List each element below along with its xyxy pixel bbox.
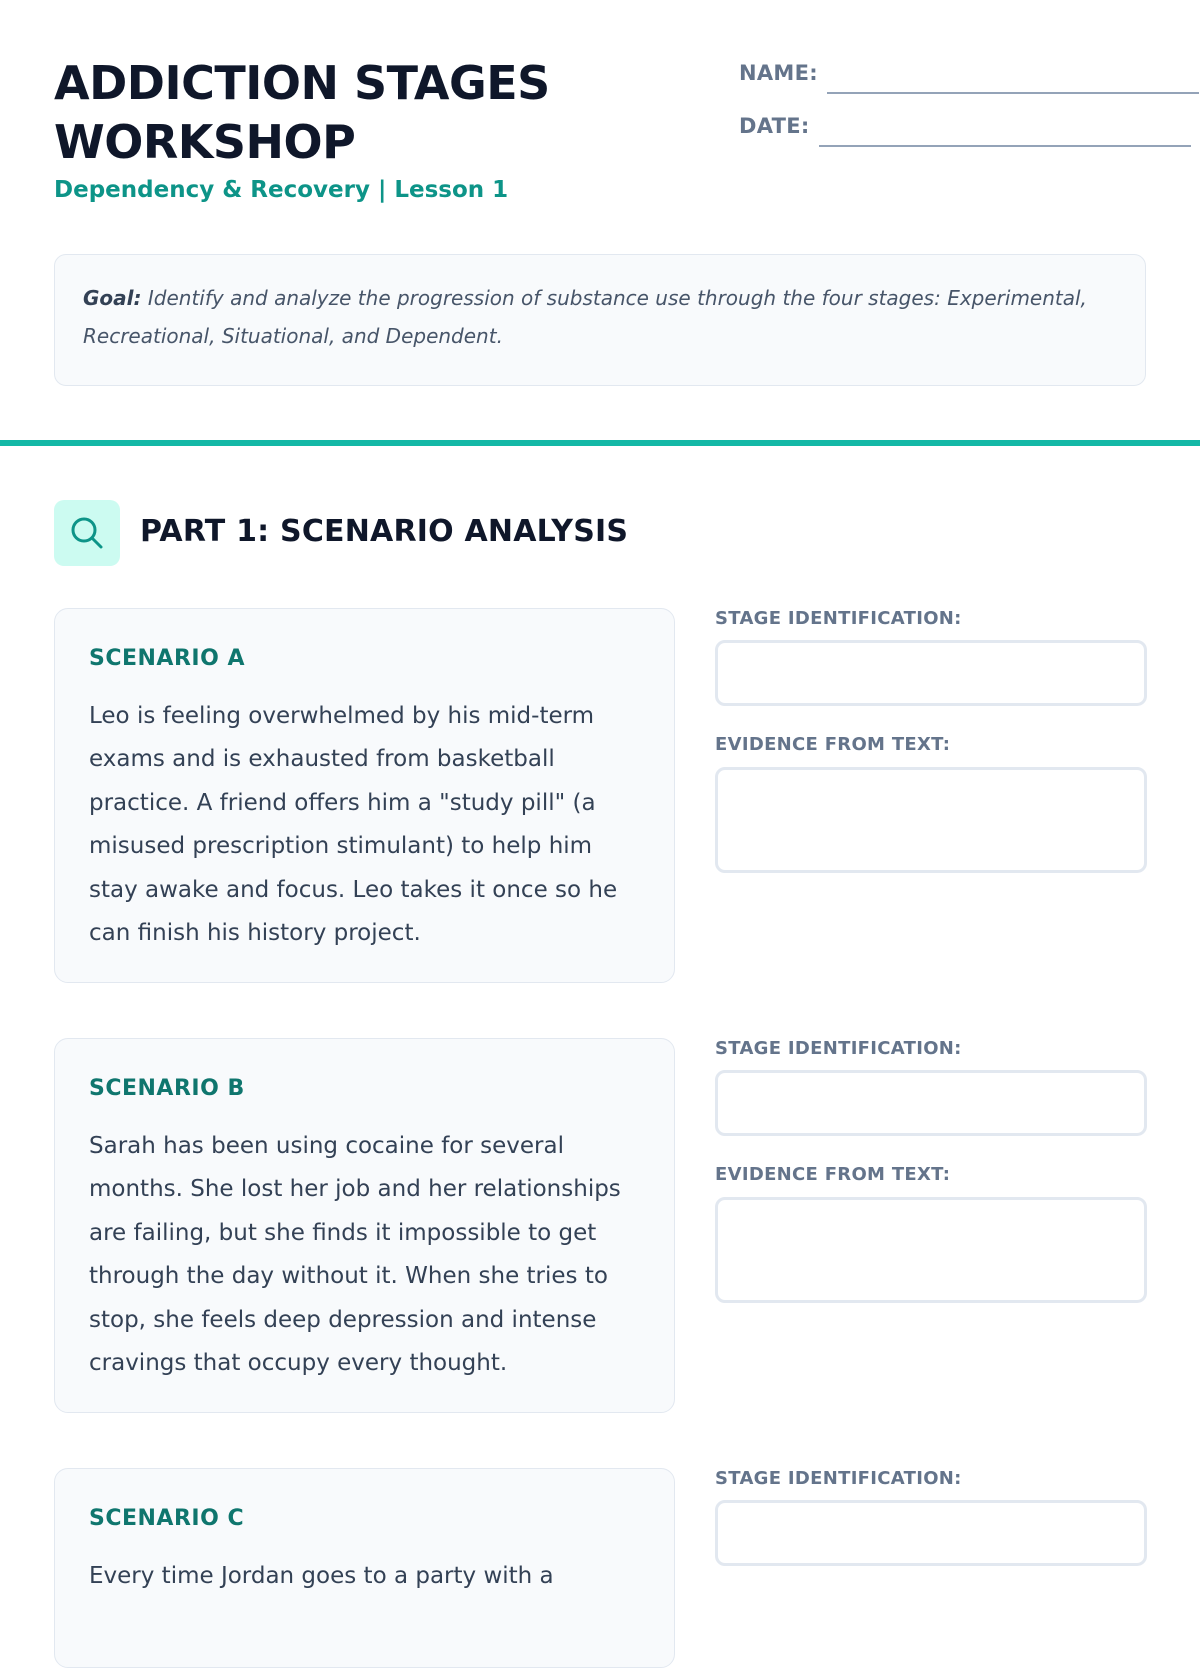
goal-label: Goal: (83, 286, 142, 310)
scenario-title: SCENARIO B (89, 1076, 245, 1101)
section-divider (0, 440, 1200, 446)
goal-box (54, 254, 1146, 386)
evidence-input[interactable] (715, 1197, 1147, 1303)
stage-identification-label: STAGE IDENTIFICATION: (715, 608, 962, 629)
goal-text: Identify and analyze the progression of substance use through the four stages: Experimental, Recreational, Situational, and Dependent. (83, 286, 1087, 348)
stage-identification-label: STAGE IDENTIFICATION: (715, 1468, 962, 1489)
title-line-2: WORKSHOP (54, 115, 356, 169)
date-label: DATE: (739, 114, 810, 138)
stage-identification-input[interactable] (715, 1070, 1147, 1136)
scenario-text: Sarah has been using cocaine for several months. She lost her job and her relationships are failing, but she finds it impossible to get through the day without it. When she tries to stop, she feels deep depression and intense cravings that occupy every thought. (89, 1133, 621, 1377)
stage-identification-label: STAGE IDENTIFICATION: (715, 1038, 962, 1059)
scenario-title: SCENARIO C (89, 1506, 245, 1531)
name-label: NAME: (739, 61, 818, 85)
stage-identification-input[interactable] (715, 1500, 1147, 1566)
evidence-label: EVIDENCE FROM TEXT: (715, 1164, 951, 1185)
title-line-1: ADDICTION STAGES (54, 56, 550, 110)
worksheet-header (54, 0, 1146, 430)
scenario-card-c (54, 1468, 675, 1668)
date-field[interactable] (739, 109, 1200, 149)
evidence-label: EVIDENCE FROM TEXT: (715, 734, 951, 755)
scenario-card-a (54, 608, 675, 983)
scenario-text: Every time Jordan goes to a party with a (89, 1563, 554, 1589)
page-subtitle: Dependency & Recovery | Lesson 1 (54, 177, 509, 203)
part-1-title: PART 1: SCENARIO ANALYSIS (140, 514, 629, 549)
stage-identification-input[interactable] (715, 640, 1147, 706)
scenario-card-b (54, 1038, 675, 1413)
date-line[interactable] (819, 145, 1191, 147)
search-icon (54, 500, 120, 566)
page-title (54, 54, 674, 172)
name-line[interactable] (827, 92, 1199, 94)
scenario-title: SCENARIO A (89, 646, 245, 671)
scenario-text: Leo is feeling overwhelmed by his mid-term exams and is exhausted from basketball practice. A friend offers him a "study pill" (a misused prescription stimulant) to help him stay awake and focus. Leo takes it once so he can finish his history project. (89, 703, 618, 947)
evidence-input[interactable] (715, 767, 1147, 873)
name-field[interactable] (739, 56, 1200, 96)
